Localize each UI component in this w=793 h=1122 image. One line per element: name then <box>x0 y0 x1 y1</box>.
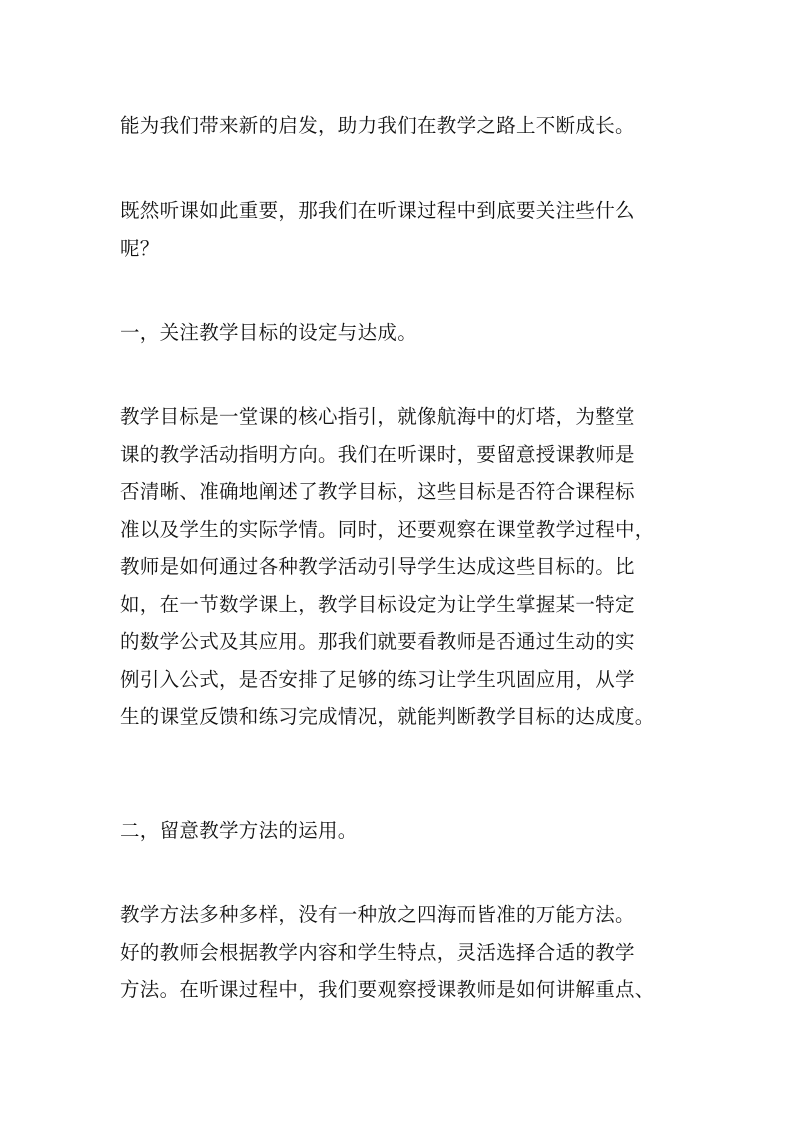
heading-text: 一，关注教学目标的设定与达成。 <box>120 321 418 344</box>
text-line: 呢？ <box>120 236 160 260</box>
text-line: 能为我们带来新的启发，助力我们在教学之路上不断成长。 <box>120 114 635 137</box>
section-heading-2 <box>120 812 680 850</box>
text-line: 既然听课如此重要，那我们在听课过程中到底要关注些什么 <box>120 199 635 222</box>
text-line: 教学目标是一堂课的核心指引，就像航海中的灯塔，为整堂 <box>120 405 635 428</box>
heading-text: 二，留意教学方法的运用。 <box>120 819 358 842</box>
text-line: 如，在一节数学课上，教学目标设定为让学生掌握某一特定 <box>120 592 635 616</box>
section-heading-1 <box>120 314 680 352</box>
text-line: 准以及学生的实际学情。同时，还要观察在课堂教学过程中， <box>120 517 655 541</box>
text-line: 教学方法多种多样，没有一种放之四海而皆准的万能方法。 <box>120 903 635 926</box>
paragraph-question <box>120 192 680 267</box>
text-line: 否清晰、准确地阐述了教学目标，这些目标是否符合课程标 <box>120 480 635 503</box>
text-line: 生的课堂反馈和练习完成情况，就能判断教学目标的达成度。 <box>120 705 655 728</box>
text-line: 例引入公式，是否安排了足够的练习让学生巩固应用，从学 <box>120 667 635 691</box>
paragraph-section-1-body <box>120 398 680 736</box>
text-line: 的数学公式及其应用。那我们就要看教师是否通过生动的实 <box>120 630 635 653</box>
text-line: 课的教学活动指明方向。我们在听课时，要留意授课教师是 <box>120 442 635 466</box>
text-line: 方法。在听课过程中，我们要观察授课教师是如何讲解重点、 <box>120 978 655 1001</box>
paragraph-intro-closing <box>120 107 680 145</box>
text-line: 教师是如何通过各种教学活动引导学生达成这些目标的。比 <box>120 555 635 578</box>
paragraph-section-2-body <box>120 896 680 1009</box>
text-line: 好的教师会根据教学内容和学生特点，灵活选择合适的教学 <box>120 940 635 964</box>
